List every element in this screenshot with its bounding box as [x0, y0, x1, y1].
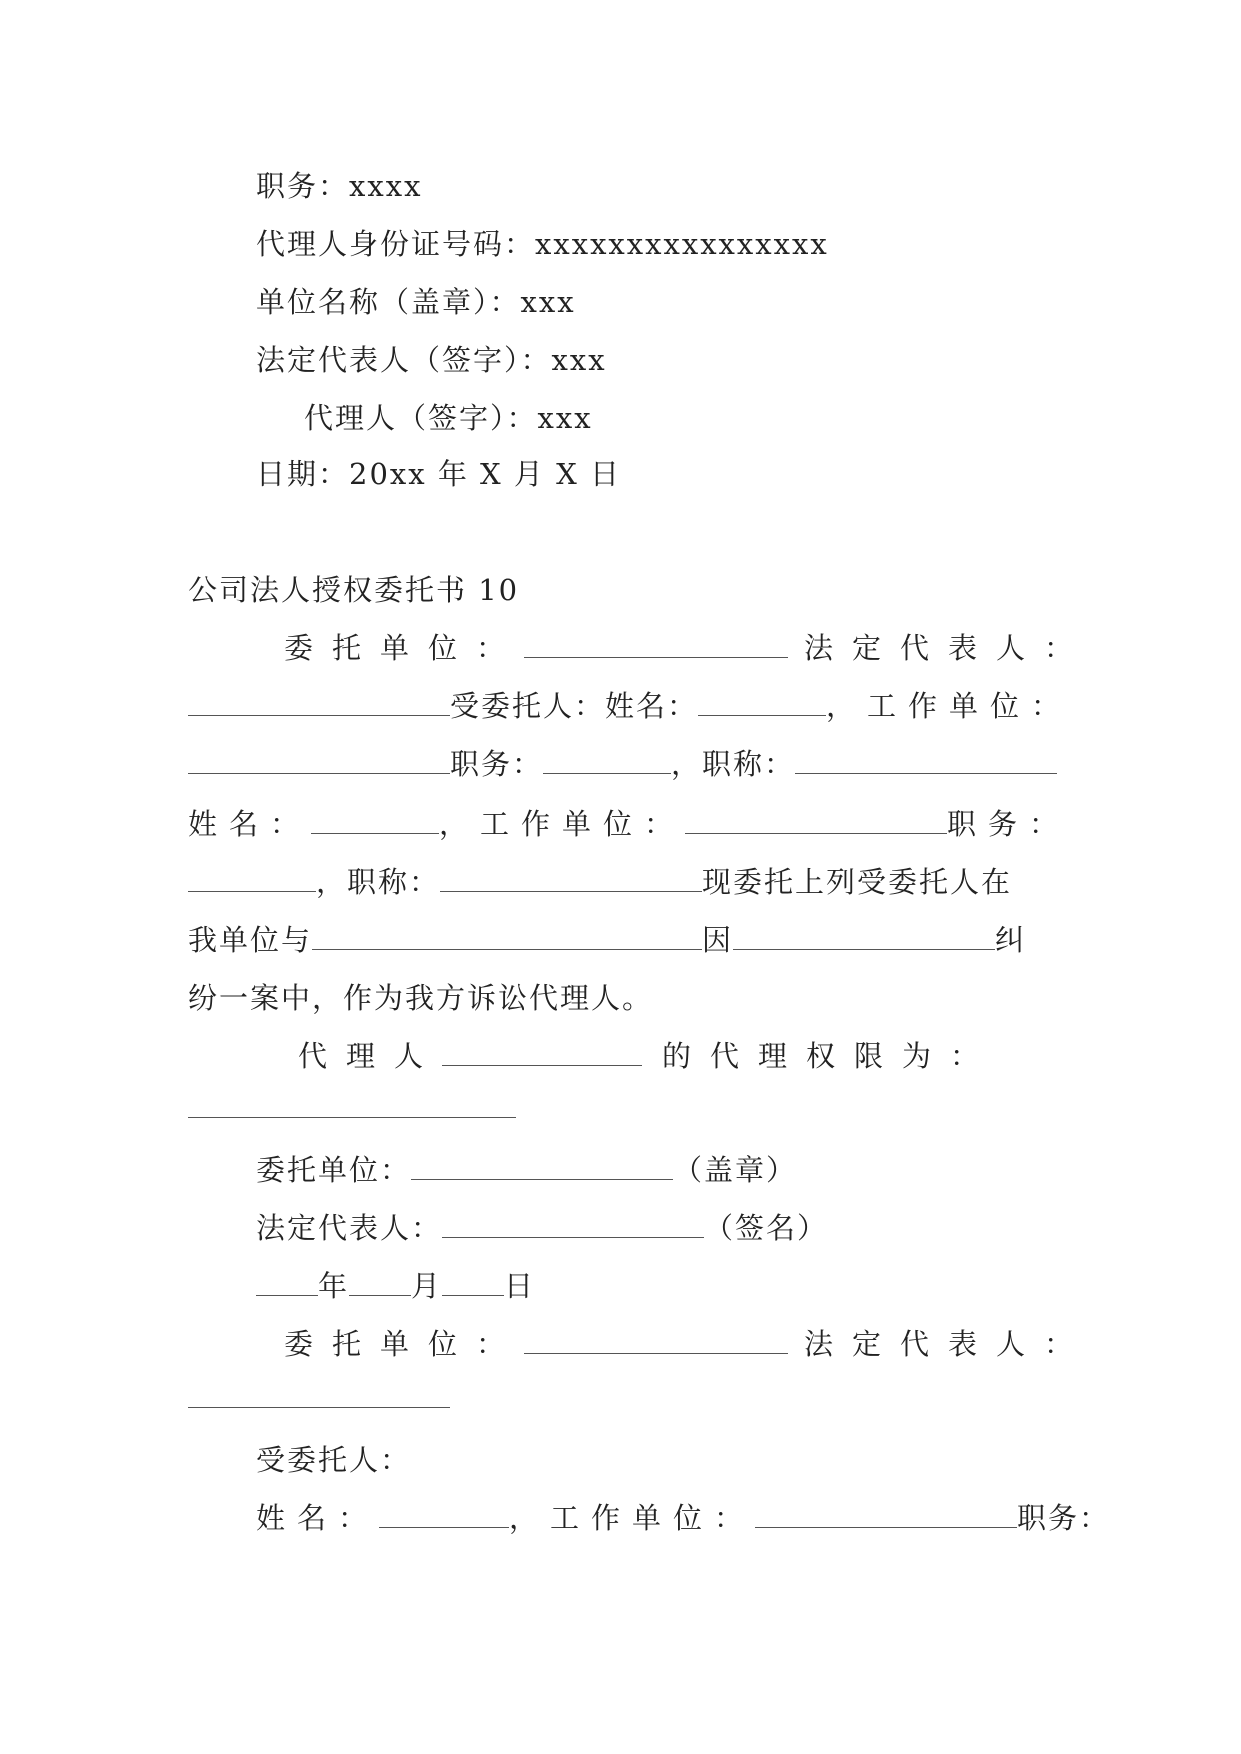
- name-label-b: 姓名：: [256, 1501, 380, 1535]
- signature-text: （签名）: [704, 1211, 829, 1245]
- legal-rep-line: 法定代表人（签字）：xxx: [256, 343, 607, 377]
- unit-name-line: 单位名称（盖章）：xxx: [256, 285, 576, 319]
- our-unit-text: 我单位与: [188, 923, 313, 957]
- doc-title: 公司法人授权委托书 10: [188, 573, 520, 607]
- day-label: 日: [504, 1269, 536, 1303]
- work-unit-blank-b: [755, 1505, 1017, 1528]
- name-label-2: 姓名：: [188, 807, 312, 841]
- job-blank-2: [188, 869, 316, 892]
- entrusting-unit-blank-b: [524, 1331, 788, 1354]
- doc10-line-6: [188, 922, 1026, 958]
- legal-rep-blank-b: [188, 1406, 450, 1408]
- sign-rep-label: 法定代表人：: [256, 1211, 443, 1245]
- trustee-name-blank: [698, 693, 826, 716]
- entrusting-unit-blank: [524, 635, 788, 658]
- month-label: 月: [411, 1269, 443, 1303]
- agent-sign-line: 代理人（签字）：xxx: [304, 401, 593, 435]
- doc10-line-2: [188, 688, 1072, 724]
- sign-rep-line: [256, 1210, 828, 1246]
- trustee-name-label: 受委托人：姓名：: [450, 689, 699, 723]
- legal-rep-blank: [188, 693, 450, 716]
- doc10-line-5: [188, 864, 1012, 900]
- name-blank-b: [379, 1505, 509, 1528]
- job-label-2: 职务：: [947, 807, 1071, 841]
- entrust-text: 现委托上列受委托人在: [702, 865, 1013, 899]
- trustee-line: 受委托人：: [256, 1443, 412, 1477]
- day-blank: [442, 1273, 504, 1296]
- position-line: 职务：xxxx: [256, 169, 423, 203]
- doc11-line-3: [256, 1500, 1110, 1536]
- doc10-line-1: [284, 630, 1092, 666]
- job-blank: [543, 751, 671, 774]
- sign-unit-line: [256, 1152, 797, 1188]
- title-label: ，职称：: [671, 747, 796, 781]
- opponent-blank: [312, 927, 702, 950]
- sign-unit-blank: [411, 1157, 673, 1180]
- because-text: 因: [702, 923, 734, 957]
- agent-blank: [442, 1043, 642, 1066]
- title-label-2: ，职称：: [316, 865, 441, 899]
- authority-label: 的代理权限为：: [662, 1039, 999, 1073]
- sign-unit-label: 委托单位：: [256, 1153, 412, 1187]
- work-unit-label: ，工作单位：: [826, 689, 1073, 723]
- work-unit-label-2: ，工作单位：: [439, 807, 686, 841]
- seal-text: （盖章）: [673, 1153, 798, 1187]
- entrusting-unit-label-b: 委托单位：: [284, 1327, 525, 1361]
- doc10-line-4: [188, 806, 1070, 842]
- doc11-line-1: [284, 1326, 1092, 1362]
- job-label-b: 职务：: [1017, 1501, 1111, 1535]
- work-unit-blank-2: [685, 811, 947, 834]
- entrusting-unit-label: 委托单位：: [284, 631, 525, 665]
- month-blank: [349, 1273, 411, 1296]
- year-label: 年: [318, 1269, 350, 1303]
- doc10-line-8: [298, 1038, 998, 1074]
- sign-rep-blank: [442, 1215, 704, 1238]
- doc10-line-7: 纷一案中，作为我方诉讼代理人。: [188, 981, 654, 1015]
- doc10-line-3: [188, 746, 1057, 782]
- title-blank: [795, 751, 1057, 774]
- legal-rep-label-b: 法定代表人：: [804, 1327, 1093, 1361]
- date-line: 日期：20xx 年 X 月 X 日: [256, 457, 621, 491]
- name-blank-2: [311, 811, 439, 834]
- authority-blank: [188, 1116, 516, 1118]
- agent-label: 代理人: [298, 1039, 443, 1073]
- agent-id-line: 代理人身份证号码：xxxxxxxxxxxxxxxx: [256, 227, 829, 261]
- work-unit-blank: [188, 751, 450, 774]
- work-unit-label-b: ，工作单位：: [509, 1501, 756, 1535]
- title-blank-2: [440, 869, 702, 892]
- job-label: 职务：: [450, 747, 544, 781]
- reason-blank: [733, 927, 995, 950]
- year-blank: [256, 1273, 318, 1296]
- legal-rep-label: 法定代表人：: [804, 631, 1093, 665]
- dispute-text-start: 纠: [995, 923, 1027, 957]
- sign-date-line: [256, 1268, 535, 1304]
